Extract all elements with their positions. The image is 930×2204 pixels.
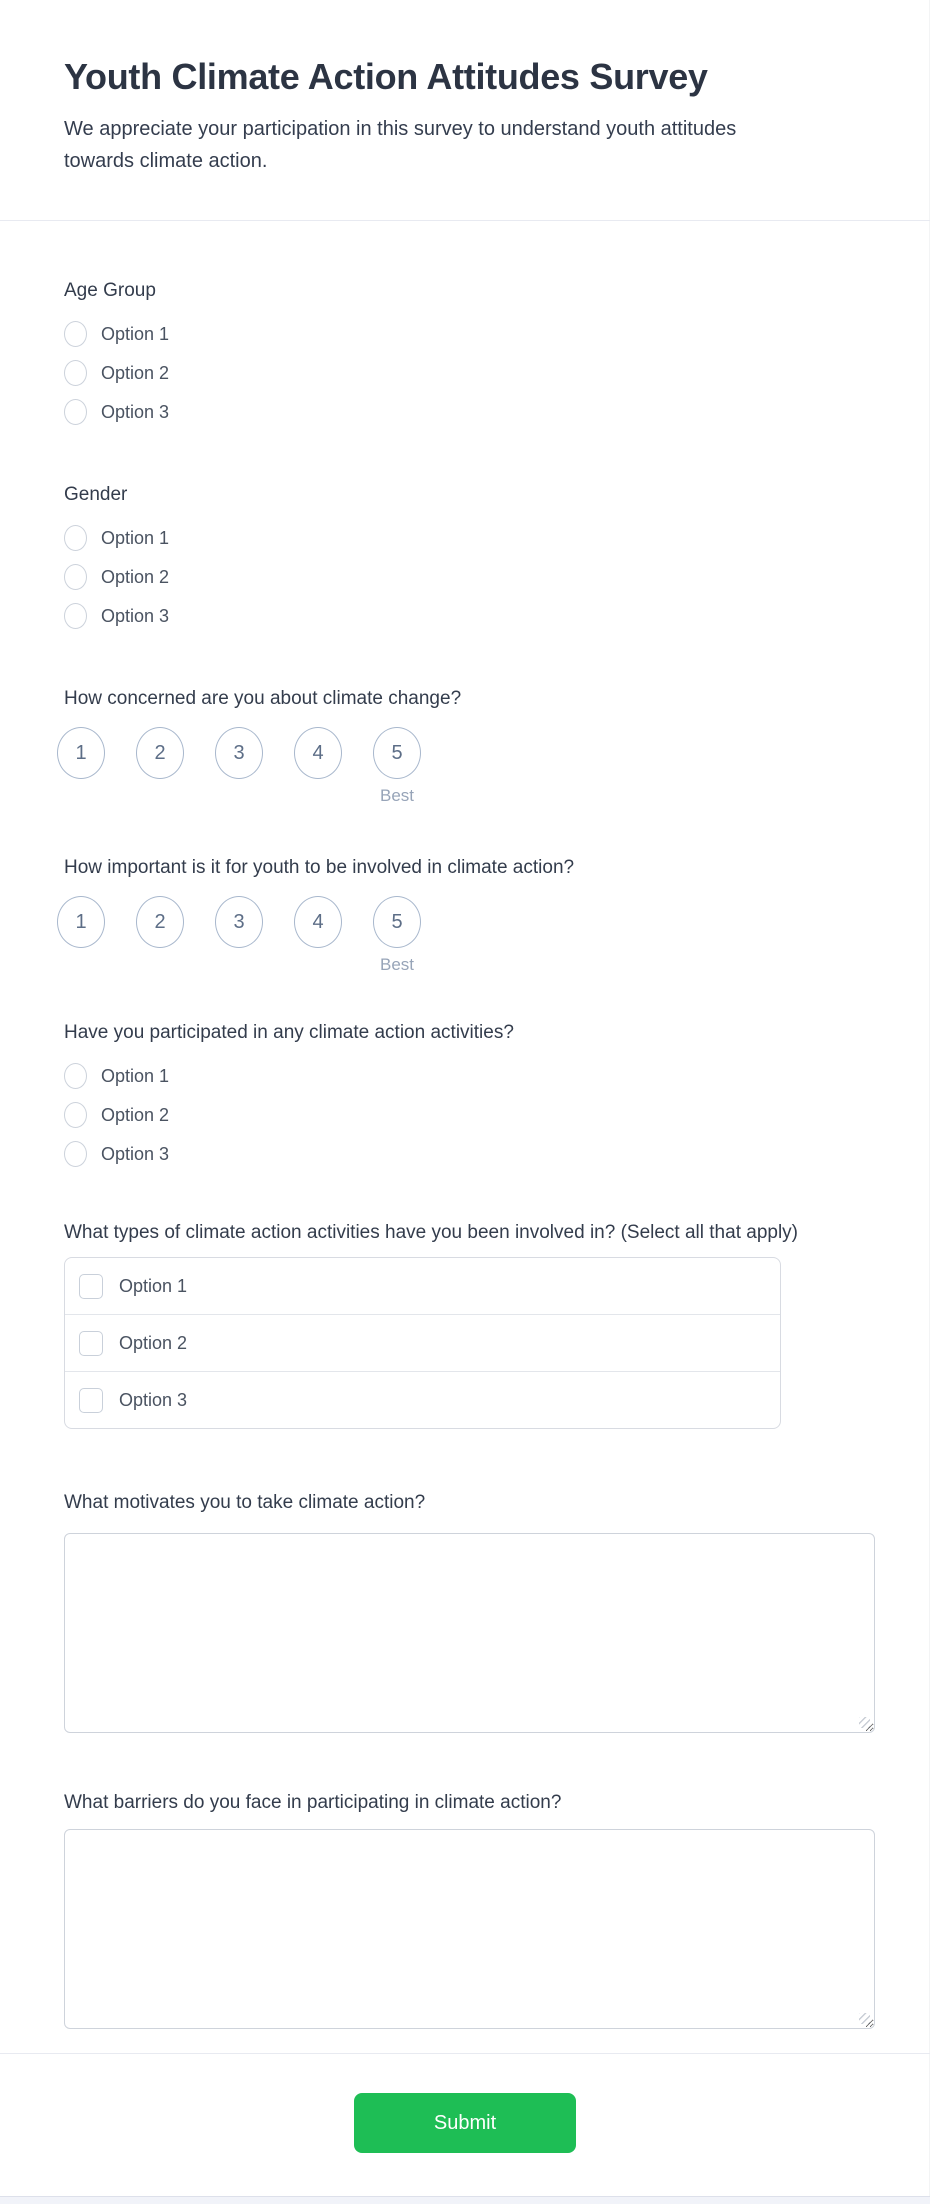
radio-option-label: Option 2 <box>101 362 170 383</box>
radio-button-icon[interactable] <box>64 399 87 425</box>
radio-option-label: Option 1 <box>101 527 170 548</box>
radio-button-icon[interactable] <box>64 564 87 590</box>
question-label: Age Group <box>64 280 156 301</box>
form-header <box>0 0 930 220</box>
question-participation <box>64 1019 875 1167</box>
checkbox-option-label: Option 1 <box>119 1275 188 1296</box>
radio-option-label: Option 1 <box>101 323 170 344</box>
form-footer <box>0 2054 930 2196</box>
rating-circle-2[interactable]: 2 <box>136 896 184 948</box>
form-body <box>0 277 930 2029</box>
rating-cell <box>136 896 184 948</box>
checkbox-icon[interactable] <box>79 1331 103 1356</box>
checkbox-icon[interactable] <box>79 1388 103 1413</box>
radio-option[interactable] <box>64 399 875 425</box>
radio-group <box>64 321 875 425</box>
question-label: Gender <box>64 484 128 505</box>
question-label: What barriers do you face in participating in climate action? <box>64 1792 562 1813</box>
checkbox-option[interactable] <box>65 1371 780 1428</box>
rating-cell <box>373 727 421 806</box>
radio-option[interactable] <box>64 564 875 590</box>
rating-cell <box>294 727 342 779</box>
rating-circle-3[interactable]: 3 <box>215 727 263 779</box>
question-label: What motivates you to take climate action? <box>64 1492 426 1513</box>
radio-option-label: Option 3 <box>101 605 170 626</box>
question-activity-types <box>64 1219 875 1429</box>
best-label: Best <box>379 955 415 974</box>
barriers-textarea[interactable] <box>64 1829 875 2029</box>
radio-option-label: Option 3 <box>101 401 170 422</box>
rating-cell <box>215 727 263 779</box>
rating-circle-5[interactable]: 5 <box>373 896 421 948</box>
rating-cell <box>373 896 421 975</box>
checkbox-option[interactable] <box>65 1314 780 1371</box>
checkbox-icon[interactable] <box>79 1274 103 1299</box>
checkbox-option[interactable] <box>65 1258 780 1314</box>
rating-cell <box>57 727 105 779</box>
rating-cell <box>294 896 342 948</box>
checkbox-option-label: Option 2 <box>119 1332 188 1353</box>
question-barriers <box>64 1789 875 2029</box>
page-description: We appreciate your participation in this survey to understand youth attitudes towards climate action. <box>64 118 737 172</box>
header-divider <box>0 220 930 221</box>
radio-group <box>64 1063 875 1167</box>
question-climate-concern <box>64 685 875 806</box>
radio-option[interactable] <box>64 1141 875 1167</box>
page-title: Youth Climate Action Attitudes Survey <box>64 56 708 97</box>
radio-group <box>64 525 875 629</box>
motivation-textarea[interactable] <box>64 1533 875 1733</box>
question-label: How concerned are you about climate change? <box>64 688 462 709</box>
radio-button-icon[interactable] <box>64 360 87 386</box>
radio-option-label: Option 2 <box>101 566 170 587</box>
radio-option[interactable] <box>64 1102 875 1128</box>
radio-option-label: Option 3 <box>101 1143 170 1164</box>
rating-circle-4[interactable]: 4 <box>294 896 342 948</box>
question-label: What types of climate action activities have you been involved in? (Select all that apply) <box>64 1222 798 1243</box>
rating-cell <box>57 896 105 948</box>
question-gender <box>64 481 875 629</box>
rating-cell <box>136 727 184 779</box>
radio-button-icon[interactable] <box>64 525 87 551</box>
radio-button-icon[interactable] <box>64 1063 87 1089</box>
page-bottom-strip <box>0 2196 930 2204</box>
rating-circle-5[interactable]: 5 <box>373 727 421 779</box>
rating-circle-1[interactable]: 1 <box>57 727 105 779</box>
radio-option[interactable] <box>64 525 875 551</box>
rating-circle-4[interactable]: 4 <box>294 727 342 779</box>
radio-option-label: Option 1 <box>101 1065 170 1086</box>
radio-button-icon[interactable] <box>64 1141 87 1167</box>
radio-button-icon[interactable] <box>64 603 87 629</box>
rating-circle-1[interactable]: 1 <box>57 896 105 948</box>
rating-cell <box>215 896 263 948</box>
question-age-group <box>64 277 875 425</box>
radio-option[interactable] <box>64 1063 875 1089</box>
submit-button[interactable]: Submit <box>354 2093 576 2153</box>
radio-button-icon[interactable] <box>64 1102 87 1128</box>
question-motivation <box>64 1489 875 1733</box>
question-label: How important is it for youth to be involved in climate action? <box>64 857 575 878</box>
question-label: Have you participated in any climate action activities? <box>64 1022 514 1043</box>
checkbox-group <box>64 1257 781 1429</box>
radio-button-icon[interactable] <box>64 321 87 347</box>
radio-option[interactable] <box>64 603 875 629</box>
best-label: Best <box>379 786 415 805</box>
rating-scale <box>57 896 875 975</box>
radio-option[interactable] <box>64 360 875 386</box>
radio-option-label: Option 2 <box>101 1104 170 1125</box>
radio-option[interactable] <box>64 321 875 347</box>
rating-circle-3[interactable]: 3 <box>215 896 263 948</box>
question-youth-importance <box>64 854 875 975</box>
rating-scale <box>57 727 875 806</box>
checkbox-option-label: Option 3 <box>119 1389 188 1410</box>
rating-circle-2[interactable]: 2 <box>136 727 184 779</box>
